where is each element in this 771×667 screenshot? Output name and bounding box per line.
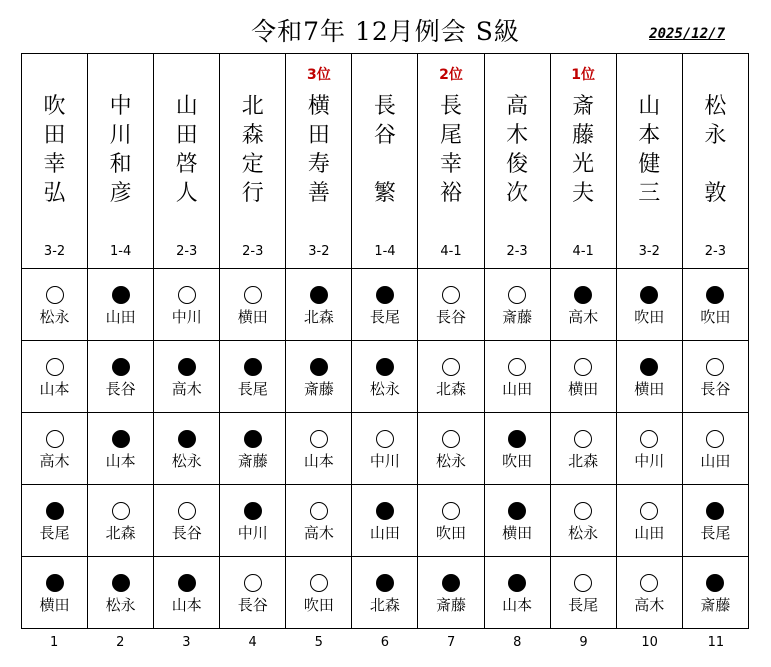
match-cell xyxy=(484,413,550,485)
opponent-name: 吹田 xyxy=(303,596,334,614)
opponent-name: 斎藤 xyxy=(700,596,731,614)
win-circle-icon xyxy=(442,286,460,304)
column-numbers xyxy=(21,632,749,652)
opponent-name: 吹田 xyxy=(436,524,467,542)
player-name-char: 高 xyxy=(506,94,529,119)
round-row xyxy=(22,485,749,557)
column-number: 9 xyxy=(579,634,588,650)
player-name-char: 裕 xyxy=(440,181,463,206)
match-cell xyxy=(418,269,484,341)
match-cell xyxy=(154,485,220,557)
opponent-name: 山本 xyxy=(105,452,136,470)
loss-dot-icon xyxy=(508,430,526,448)
match-cell xyxy=(286,269,352,341)
match-cell xyxy=(682,269,748,341)
win-circle-icon xyxy=(310,430,328,448)
match-cell xyxy=(418,485,484,557)
player-name-char: 川 xyxy=(109,123,132,148)
player-name-char: 寿 xyxy=(307,152,330,177)
win-circle-icon xyxy=(442,502,460,520)
opponent-name: 高木 xyxy=(634,596,665,614)
opponent-name: 北森 xyxy=(369,596,400,614)
opponent-name: 山田 xyxy=(700,452,731,470)
match-cell xyxy=(286,413,352,485)
column-number: 8 xyxy=(513,634,522,650)
player-name-char xyxy=(352,150,417,179)
win-circle-icon xyxy=(442,430,460,448)
player-name-char: 山 xyxy=(175,94,198,119)
round-row xyxy=(22,557,749,629)
loss-dot-icon xyxy=(244,358,262,376)
match-cell xyxy=(154,557,220,629)
loss-dot-icon xyxy=(46,574,64,592)
player-name-char: 田 xyxy=(175,123,198,148)
match-cell xyxy=(616,557,682,629)
player-name-char: 幸 xyxy=(43,152,66,177)
player-header xyxy=(88,54,154,269)
match-cell xyxy=(484,485,550,557)
loss-dot-icon xyxy=(508,502,526,520)
player-score: 4-1 xyxy=(440,244,462,259)
loss-dot-icon xyxy=(112,358,130,376)
player-name-char xyxy=(683,150,748,179)
column-number: 5 xyxy=(314,634,323,650)
opponent-name: 中川 xyxy=(369,452,400,470)
player-header xyxy=(352,54,418,269)
match-cell xyxy=(88,557,154,629)
opponent-name: 高木 xyxy=(303,524,334,542)
loss-dot-icon xyxy=(178,574,196,592)
win-circle-icon xyxy=(46,286,64,304)
page-title: 令和7年 12月例会 S級 xyxy=(251,17,520,46)
match-cell xyxy=(550,269,616,341)
win-circle-icon xyxy=(178,286,196,304)
loss-dot-icon xyxy=(178,430,196,448)
opponent-name: 長谷 xyxy=(436,308,467,326)
opponent-name: 横田 xyxy=(39,596,70,614)
match-cell xyxy=(550,557,616,629)
match-cell xyxy=(286,557,352,629)
win-circle-icon xyxy=(574,358,592,376)
column-number: 11 xyxy=(707,634,725,650)
column-number: 10 xyxy=(641,634,658,650)
opponent-name: 山田 xyxy=(634,524,665,542)
player-name-char: 和 xyxy=(109,152,132,177)
match-cell xyxy=(352,341,418,413)
win-circle-icon xyxy=(376,430,394,448)
opponent-name: 横田 xyxy=(634,380,665,398)
player-name xyxy=(617,92,682,208)
loss-dot-icon xyxy=(310,358,328,376)
match-cell xyxy=(418,341,484,413)
opponent-name: 横田 xyxy=(237,308,268,326)
column-number: 3 xyxy=(182,634,191,650)
match-cell xyxy=(220,269,286,341)
match-cell xyxy=(88,269,154,341)
match-cell xyxy=(286,485,352,557)
win-circle-icon xyxy=(442,358,460,376)
player-name-char: 光 xyxy=(572,152,595,177)
loss-dot-icon xyxy=(640,358,658,376)
win-circle-icon xyxy=(640,574,658,592)
opponent-name: 長尾 xyxy=(237,380,268,398)
player-name-char: 俊 xyxy=(506,152,529,177)
opponent-name: 松永 xyxy=(171,452,202,470)
opponent-name: 北森 xyxy=(568,452,599,470)
match-cell xyxy=(352,269,418,341)
opponent-name: 斎藤 xyxy=(436,596,467,614)
win-circle-icon xyxy=(46,358,64,376)
match-cell xyxy=(352,557,418,629)
column-number: 7 xyxy=(446,634,456,650)
opponent-name: 山田 xyxy=(502,380,533,398)
player-name xyxy=(418,92,483,208)
player-name xyxy=(88,92,153,208)
round-row xyxy=(22,269,749,341)
loss-dot-icon xyxy=(310,286,328,304)
opponent-name: 長尾 xyxy=(39,524,70,542)
match-cell xyxy=(22,557,88,629)
match-cell xyxy=(682,413,748,485)
loss-dot-icon xyxy=(706,574,724,592)
win-circle-icon xyxy=(574,574,592,592)
opponent-name: 吹田 xyxy=(502,452,533,470)
match-cell xyxy=(484,557,550,629)
win-circle-icon xyxy=(244,574,262,592)
player-score: 2-3 xyxy=(704,244,726,259)
win-circle-icon xyxy=(706,430,724,448)
match-cell xyxy=(550,413,616,485)
opponent-name: 長谷 xyxy=(171,524,202,542)
player-header-row xyxy=(22,54,749,269)
player-header xyxy=(154,54,220,269)
loss-dot-icon xyxy=(244,430,262,448)
match-cell xyxy=(154,269,220,341)
opponent-name: 山本 xyxy=(171,596,202,614)
player-name xyxy=(154,92,219,208)
match-cell xyxy=(682,557,748,629)
match-cell xyxy=(616,341,682,413)
player-score: 3-2 xyxy=(638,244,660,259)
player-name-char: 森 xyxy=(241,123,264,148)
player-name-char: 繁 xyxy=(373,181,396,206)
player-name xyxy=(220,92,285,208)
player-header xyxy=(418,54,484,269)
match-cell xyxy=(220,413,286,485)
opponent-name: 松永 xyxy=(369,380,400,398)
player-name-char: 健 xyxy=(638,152,661,177)
match-cell xyxy=(616,485,682,557)
match-cell xyxy=(616,413,682,485)
opponent-name: 中川 xyxy=(171,308,202,326)
player-rank: 2位 xyxy=(439,67,463,83)
player-name xyxy=(22,92,87,208)
match-cell xyxy=(88,413,154,485)
player-name-char: 定 xyxy=(241,152,264,177)
win-circle-icon xyxy=(640,430,658,448)
opponent-name: 北森 xyxy=(303,308,334,326)
loss-dot-icon xyxy=(442,574,460,592)
loss-dot-icon xyxy=(376,286,394,304)
match-cell xyxy=(22,485,88,557)
loss-dot-icon xyxy=(112,574,130,592)
player-name-char: 藤 xyxy=(572,123,595,148)
column-number: 6 xyxy=(380,634,390,650)
opponent-name: 横田 xyxy=(568,380,599,398)
loss-dot-icon xyxy=(640,286,658,304)
match-cell xyxy=(220,485,286,557)
player-name-char: 山 xyxy=(638,94,661,119)
player-score: 3-2 xyxy=(43,244,66,259)
win-circle-icon xyxy=(310,502,328,520)
player-name-char: 吹 xyxy=(43,94,66,119)
match-cell xyxy=(682,485,748,557)
match-cell xyxy=(220,557,286,629)
player-name xyxy=(683,92,748,208)
round-row xyxy=(22,341,749,413)
opponent-name: 北森 xyxy=(436,380,467,398)
player-name-char: 善 xyxy=(307,181,330,206)
loss-dot-icon xyxy=(112,430,130,448)
opponent-name: 長谷 xyxy=(105,380,136,398)
opponent-name: 横田 xyxy=(502,524,533,542)
win-circle-icon xyxy=(574,502,592,520)
win-circle-icon xyxy=(244,286,262,304)
match-cell xyxy=(352,413,418,485)
player-name xyxy=(485,92,550,208)
player-score: 4-1 xyxy=(572,244,594,259)
player-name-char: 田 xyxy=(43,123,66,148)
win-circle-icon xyxy=(640,502,658,520)
player-name xyxy=(286,92,351,208)
opponent-name: 松永 xyxy=(568,524,599,542)
player-name-char: 松 xyxy=(704,94,727,119)
match-cell xyxy=(88,341,154,413)
opponent-name: 長谷 xyxy=(237,596,268,614)
player-header xyxy=(550,54,616,269)
player-name-char: 幸 xyxy=(440,152,463,177)
opponent-name: 松永 xyxy=(436,452,467,470)
opponent-name: 高木 xyxy=(171,380,202,398)
player-name-char: 彦 xyxy=(109,181,132,206)
player-name xyxy=(352,92,417,208)
opponent-name: 北森 xyxy=(105,524,136,542)
match-cell xyxy=(286,341,352,413)
match-cell xyxy=(352,485,418,557)
loss-dot-icon xyxy=(706,286,724,304)
player-name-char: 横 xyxy=(307,94,330,119)
match-cell xyxy=(22,413,88,485)
opponent-name: 高木 xyxy=(568,308,599,326)
player-name-char: 夫 xyxy=(572,181,595,206)
player-name-char: 田 xyxy=(307,123,330,148)
player-name-char: 尾 xyxy=(440,123,463,148)
player-name-char: 三 xyxy=(638,181,661,206)
player-name-char: 永 xyxy=(704,123,727,148)
opponent-name: 斎藤 xyxy=(237,452,268,470)
player-name-char: 人 xyxy=(175,181,198,206)
match-cell xyxy=(484,269,550,341)
event-date: 2025/12/7 xyxy=(649,26,725,42)
player-header xyxy=(220,54,286,269)
win-circle-icon xyxy=(706,358,724,376)
match-cell xyxy=(418,557,484,629)
opponent-name: 斎藤 xyxy=(303,380,334,398)
match-cell xyxy=(682,341,748,413)
opponent-name: 長尾 xyxy=(568,596,599,614)
player-header xyxy=(22,54,88,269)
player-header xyxy=(484,54,550,269)
win-circle-icon xyxy=(508,358,526,376)
opponent-name: 吹田 xyxy=(634,308,665,326)
player-name-char: 長 xyxy=(373,94,396,119)
win-circle-icon xyxy=(574,430,592,448)
player-name-char: 木 xyxy=(506,123,529,148)
match-cell xyxy=(22,341,88,413)
loss-dot-icon xyxy=(46,502,64,520)
loss-dot-icon xyxy=(244,502,262,520)
player-header xyxy=(616,54,682,269)
opponent-name: 山本 xyxy=(502,596,533,614)
match-cell xyxy=(88,485,154,557)
loss-dot-icon xyxy=(574,286,592,304)
player-name-char: 中 xyxy=(109,94,132,119)
loss-dot-icon xyxy=(376,358,394,376)
column-number: 1 xyxy=(49,634,59,650)
match-cell xyxy=(550,485,616,557)
opponent-name: 長尾 xyxy=(369,308,400,326)
loss-dot-icon xyxy=(508,574,526,592)
loss-dot-icon xyxy=(178,358,196,376)
opponent-name: 高木 xyxy=(39,452,70,470)
opponent-name: 山本 xyxy=(303,452,334,470)
opponent-name: 松永 xyxy=(39,308,70,326)
opponent-name: 松永 xyxy=(105,596,136,614)
player-rank: 3位 xyxy=(306,67,331,83)
player-name-char: 敦 xyxy=(704,181,727,206)
match-cell xyxy=(154,413,220,485)
loss-dot-icon xyxy=(706,502,724,520)
player-score: 3-2 xyxy=(308,244,330,259)
player-name-char: 長 xyxy=(440,94,463,119)
opponent-name: 長谷 xyxy=(700,380,731,398)
opponent-name: 吹田 xyxy=(700,308,731,326)
opponent-name: 中川 xyxy=(634,452,665,470)
win-circle-icon xyxy=(178,502,196,520)
opponent-name: 山本 xyxy=(39,380,70,398)
player-name-char: 本 xyxy=(638,123,661,148)
column-number: 4 xyxy=(248,634,257,650)
opponent-name: 山田 xyxy=(105,308,136,326)
loss-dot-icon xyxy=(112,286,130,304)
round-row xyxy=(22,413,749,485)
opponent-name: 山田 xyxy=(369,524,400,542)
match-cell xyxy=(418,413,484,485)
match-cell xyxy=(550,341,616,413)
player-header xyxy=(682,54,748,269)
player-score: 2-3 xyxy=(242,244,264,259)
player-name-char: 啓 xyxy=(175,152,198,177)
opponent-name: 長尾 xyxy=(700,524,731,542)
match-cell xyxy=(220,341,286,413)
results-table xyxy=(21,53,749,629)
player-header xyxy=(286,54,352,269)
win-circle-icon xyxy=(112,502,130,520)
player-name-char: 谷 xyxy=(373,123,396,148)
win-circle-icon xyxy=(310,574,328,592)
player-score: 1-4 xyxy=(374,244,396,259)
win-circle-icon xyxy=(508,286,526,304)
player-score: 2-3 xyxy=(176,244,198,259)
player-name-char: 斎 xyxy=(572,94,595,119)
player-score: 1-4 xyxy=(110,244,132,259)
column-number: 2 xyxy=(116,634,125,650)
match-cell xyxy=(154,341,220,413)
match-cell xyxy=(616,269,682,341)
win-circle-icon xyxy=(46,430,64,448)
player-name-char: 北 xyxy=(241,94,264,119)
player-score: 2-3 xyxy=(506,244,528,259)
player-name-char: 行 xyxy=(241,181,264,206)
match-cell xyxy=(484,341,550,413)
match-cell xyxy=(22,269,88,341)
player-name-char: 弘 xyxy=(43,181,66,206)
opponent-name: 中川 xyxy=(237,524,268,542)
opponent-name: 斎藤 xyxy=(502,308,533,326)
player-name-char: 次 xyxy=(506,181,529,206)
loss-dot-icon xyxy=(376,574,394,592)
player-rank: 1位 xyxy=(571,67,596,83)
loss-dot-icon xyxy=(376,502,394,520)
player-name xyxy=(551,92,616,208)
